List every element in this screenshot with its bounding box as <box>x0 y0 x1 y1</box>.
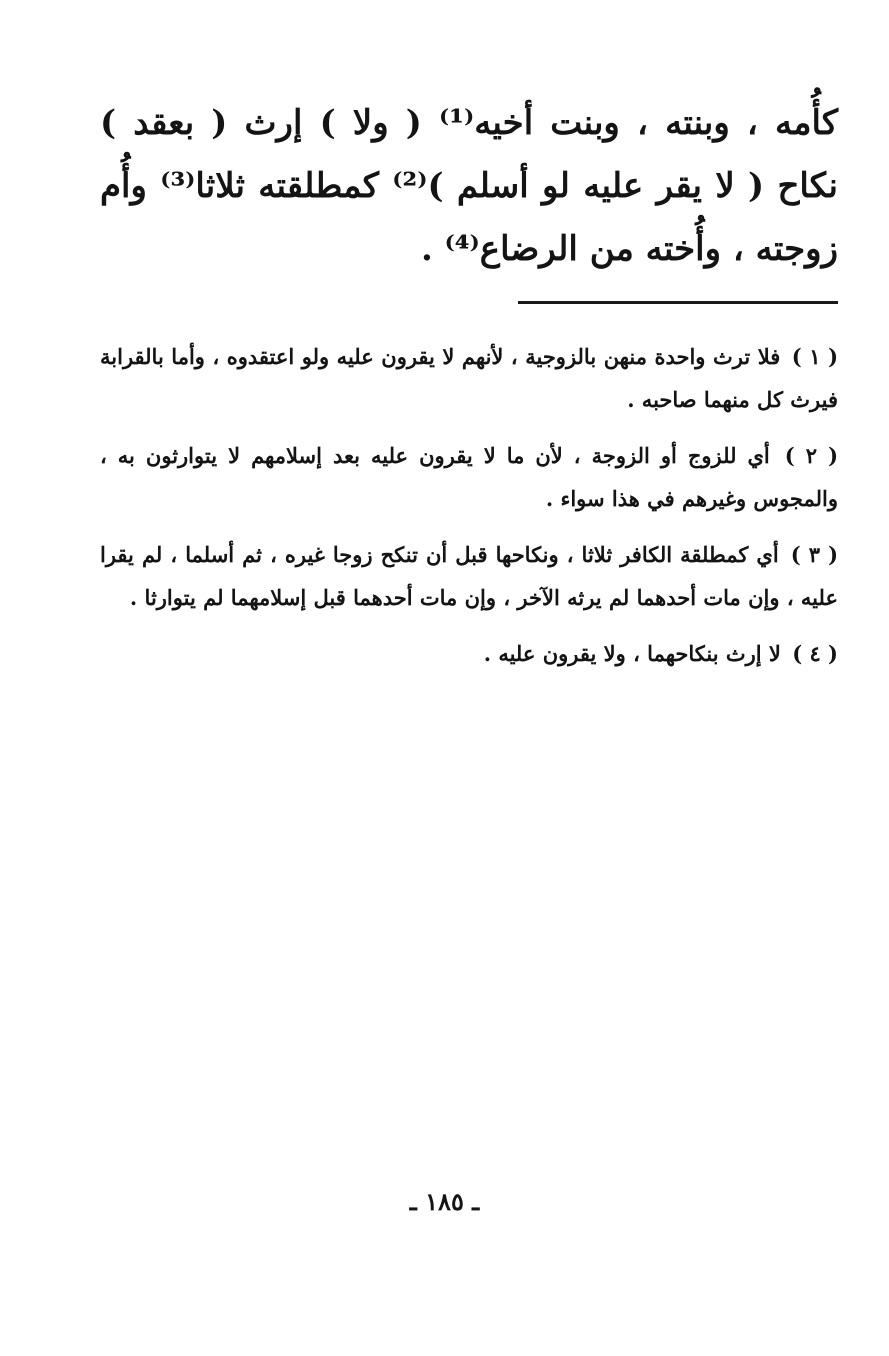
footnote-1 <box>100 335 838 421</box>
footnote-4 <box>100 632 838 675</box>
footnote-divider <box>518 301 838 304</box>
footnote-marker: ( ٢ ) <box>784 443 839 468</box>
page-number: ـ ١٨٥ ـ <box>409 1187 480 1216</box>
footnote-marker: ( ٤ ) <box>792 641 838 666</box>
footnote-2 <box>100 434 838 520</box>
main-paragraph: كأُمه ، وبنته ، وبنت أخيه⁽¹⁾ ( ولا ) إرث ( بعقد ) نكاح ( لا يقر عليه لو أسلم )⁽²⁾ كمطلقته ثلاثا⁽³⁾ وأُم زوجته ، وأُخته من الرضاع⁽⁴⁾ . <box>100 103 838 269</box>
footnote-marker: ( ١ ) <box>791 344 839 369</box>
footnote-text: أي كمطلقة الكافر ثلاثا ، ونكاحها قبل أن تنكح زوجا غيره ، ثم أسلما ، لم يقرا عليه ، وإن مات أحدهما لم يرثه الآخر ، وإن مات أحدهما قبل إسلامهما لم يتوارثا . <box>100 542 838 610</box>
footnote-3 <box>100 533 838 619</box>
footnote-text: لا إرث بنكاحهما ، ولا يقرون عليه . <box>483 641 781 666</box>
footnotes-section <box>100 335 838 688</box>
footnote-text: أي للزوج أو الزوجة ، لأن ما لا يقرون عليه بعد إسلامهم لا يتوارثون به ، والمجوس وغيرهم في هذا سواء . <box>100 443 838 511</box>
footnote-text: فلا ترث واحدة منهن بالزوجية ، لأنهم لا يقرون عليه ولو اعتقدوه ، وأما بالقرابة فيرث كل منهما صاحبه . <box>100 344 838 412</box>
footnote-marker: ( ٣ ) <box>790 542 839 567</box>
